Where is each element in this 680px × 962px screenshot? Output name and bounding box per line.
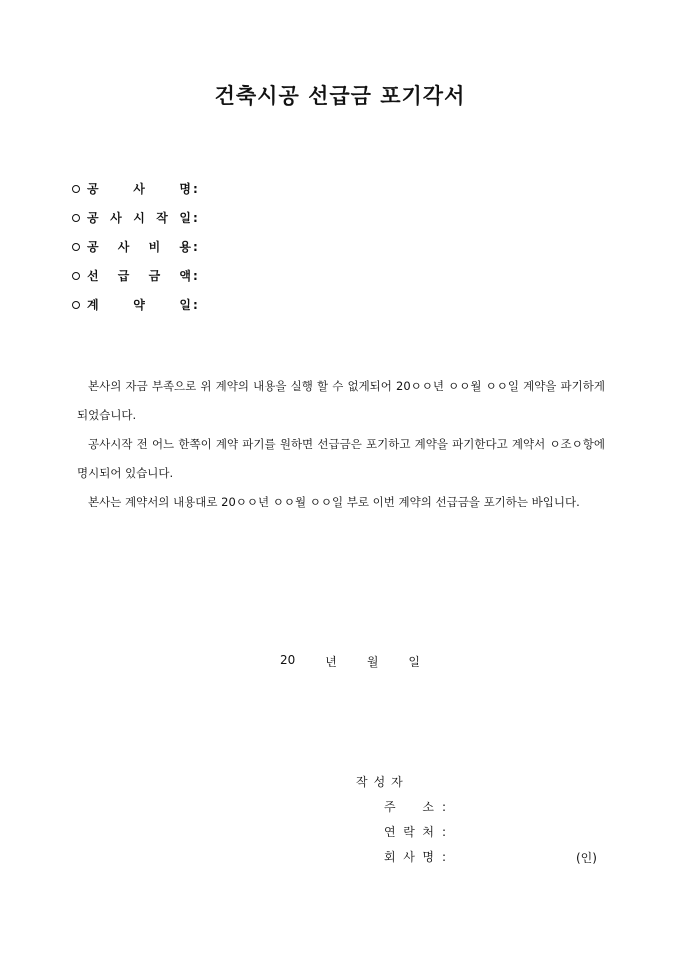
label-char: 공 [87, 182, 99, 196]
label-char: 회 [384, 850, 396, 864]
label-char: 연 [384, 825, 396, 839]
date-month-label: 월 [366, 655, 379, 669]
label-char: 시 [133, 211, 145, 225]
label-char: 약 [133, 298, 145, 312]
signature-row-address [384, 794, 446, 819]
label-char: 명 [422, 850, 434, 864]
label-char: 사 [110, 211, 122, 225]
field-label [87, 267, 191, 284]
signature-row-company [384, 844, 446, 869]
field-colon: : [193, 268, 198, 283]
label-char: 계 [87, 298, 99, 312]
label-char: 일 [179, 298, 191, 312]
field-row-start-date [72, 203, 198, 232]
body-paragraph: 본사의 자금 부족으로 위 계약의 내용을 실행 할 수 없게되어 20ㅇㅇ년 ㅇㅇ월 ㅇㅇ일 계약을 파기하게 되었습니다. [77, 379, 605, 422]
label-char: 급 [117, 269, 130, 283]
signature-block [384, 794, 446, 869]
label-char: 공 [87, 240, 99, 254]
signature-label [384, 823, 434, 840]
document-date [280, 653, 420, 670]
signature-colon: : [442, 799, 447, 814]
field-row-contract-date [72, 290, 198, 319]
field-row-advance-amount [72, 261, 198, 290]
field-colon: : [193, 181, 198, 196]
circle-bullet-icon [72, 272, 80, 280]
label-char: 용 [179, 240, 191, 254]
field-label [87, 180, 191, 197]
signature-label [384, 848, 434, 865]
label-char: 사 [117, 240, 130, 254]
circle-bullet-icon [72, 185, 80, 193]
label-char: 작 [156, 211, 168, 225]
document-title: 건축시공 선급금 포기각서 [214, 83, 466, 108]
field-label [87, 238, 191, 255]
label-char: 비 [148, 240, 161, 254]
author-heading: 작성자 [356, 775, 409, 789]
field-label [87, 296, 191, 313]
label-char: 주 [384, 800, 396, 814]
field-row-construction-cost [72, 232, 198, 261]
signature-colon: : [442, 849, 447, 864]
circle-bullet-icon [72, 301, 80, 309]
document-body [77, 372, 605, 517]
signature-colon: : [442, 824, 447, 839]
body-paragraph: 공사시작 전 어느 한쪽이 계약 파기를 원하면 선급금은 포기하고 계약을 파기한다고 계약서 ㅇ조ㅇ항에 명시되어 있습니다. [77, 437, 605, 480]
field-colon: : [193, 210, 198, 225]
date-year-label: 년 [325, 655, 337, 669]
circle-bullet-icon [72, 243, 80, 251]
label-char: 일 [179, 211, 191, 225]
signature-label [384, 798, 434, 815]
label-char: 선 [87, 269, 99, 283]
date-day-label: 일 [408, 655, 420, 669]
label-char: 명 [179, 182, 191, 196]
field-label [87, 209, 191, 226]
field-colon: : [193, 239, 198, 254]
circle-bullet-icon [72, 214, 80, 222]
label-char: 처 [422, 825, 434, 839]
label-char: 액 [179, 269, 191, 283]
label-char: 사 [133, 182, 145, 196]
field-colon: : [193, 297, 198, 312]
label-char: 공 [87, 211, 99, 225]
label-char: 락 [403, 825, 415, 839]
body-paragraph: 본사는 계약서의 내용대로 20ㅇㅇ년 ㅇㅇ월 ㅇㅇ일 부로 이번 계약의 선급금을 포기하는 바입니다. [88, 495, 580, 509]
info-fields [72, 174, 198, 319]
label-char: 금 [148, 269, 161, 283]
label-char: 사 [403, 850, 415, 864]
date-year-prefix: 20 [280, 653, 296, 667]
seal-mark: (인) [576, 851, 597, 865]
signature-row-contact [384, 819, 446, 844]
field-row-construction-name [72, 174, 198, 203]
label-char: 소 [422, 800, 434, 814]
